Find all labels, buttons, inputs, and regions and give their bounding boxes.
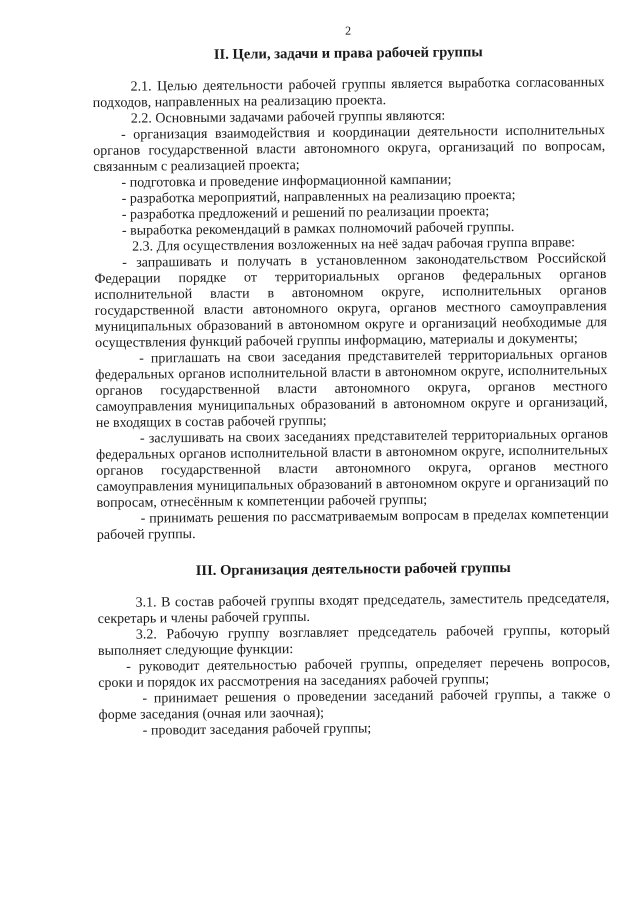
right-item: - принимать решения по рассматриваемым вопросам в пределах компетенции рабочей группы.	[96, 507, 609, 543]
task-item: - разработка предложений и решений по реализации проекта;	[121, 204, 490, 223]
section-2-title: II. Цели, задачи и права рабочей группы	[213, 44, 483, 63]
section-3-title: III. Организация деятельности рабочей группы	[195, 560, 511, 580]
task-item: - организация взаимодействия и координации деятельности исполнительных органов государственной власти автономного округа, организаций по вопросам, связанным с реализацией проекта;	[93, 123, 606, 175]
function-item: - руководит деятельностью рабочей группы, определяет перечень вопросов, сроки и порядок их рассмотрения на заседаниях рабочей группы;	[98, 655, 611, 691]
paragraph-3-2: 3.2. Рабочую группу возглавляет председатель рабочей группы, который выполняет следующие функции:	[97, 623, 610, 659]
paragraph-2-2: 2.2. Основными задачами рабочей группы являются:	[130, 108, 446, 127]
right-item: - приглашать на свои заседания представителей территориальных органов федеральных органов исполнительной власти в автономном округе, исполнительных органов государственной власти автономного округа, органов местного самоуправления муниципальных образований в автономном округе и организаций, не входящих в состав рабочей группы;	[95, 347, 608, 431]
function-item: - проводит заседания рабочей группы;	[142, 721, 372, 739]
paragraph-2-1: 2.1. Целью деятельности рабочей группы является выработка согласованных подходов, направленных на реализацию проекта.	[92, 75, 605, 111]
page-content	[92, 21, 611, 740]
task-item: - подготовка и проведение информационной кампании;	[121, 172, 452, 191]
right-item: - запрашивать и получать в установленном законодательством Российской Федерации порядке от территориальных органов федеральных органов исполнительной власти в автономном округе, исполнительных органов государственной власти автономного округа, органов местного самоуправления муниципальных образований в автономном округе и организаций необходимые для осуществления функций рабочей группы информацию, материалы и документы;	[94, 251, 607, 351]
task-item: - выработка рекомендаций в рамках полномочий рабочей группы.	[121, 219, 515, 239]
function-item: - принимает решения о проведении заседаний рабочей группы, а также о форме заседания (очная или заочная);	[98, 687, 611, 723]
right-item: - заслушивать на своих заседаниях представителей территориальных органов федеральных органов исполнительной власти в автономном округе, исполнительных органов государственной власти автономного округа, органов местного самоуправления муниципальных образований в автономном округе и организаций по вопросам, отнесённым к компетенции рабочей группы;	[96, 427, 609, 511]
paragraph-2-3: 2.3. Для осуществления возложенных на неё задач рабочая группа вправе:	[132, 235, 576, 255]
paragraph-3-1: 3.1. В состав рабочей группы входят председатель, заместитель председателя, секретарь и члены рабочей группы.	[97, 591, 610, 627]
page-number: 2	[344, 23, 352, 38]
task-item: - разработка мероприятий, направленных на реализацию проекта;	[121, 187, 516, 207]
